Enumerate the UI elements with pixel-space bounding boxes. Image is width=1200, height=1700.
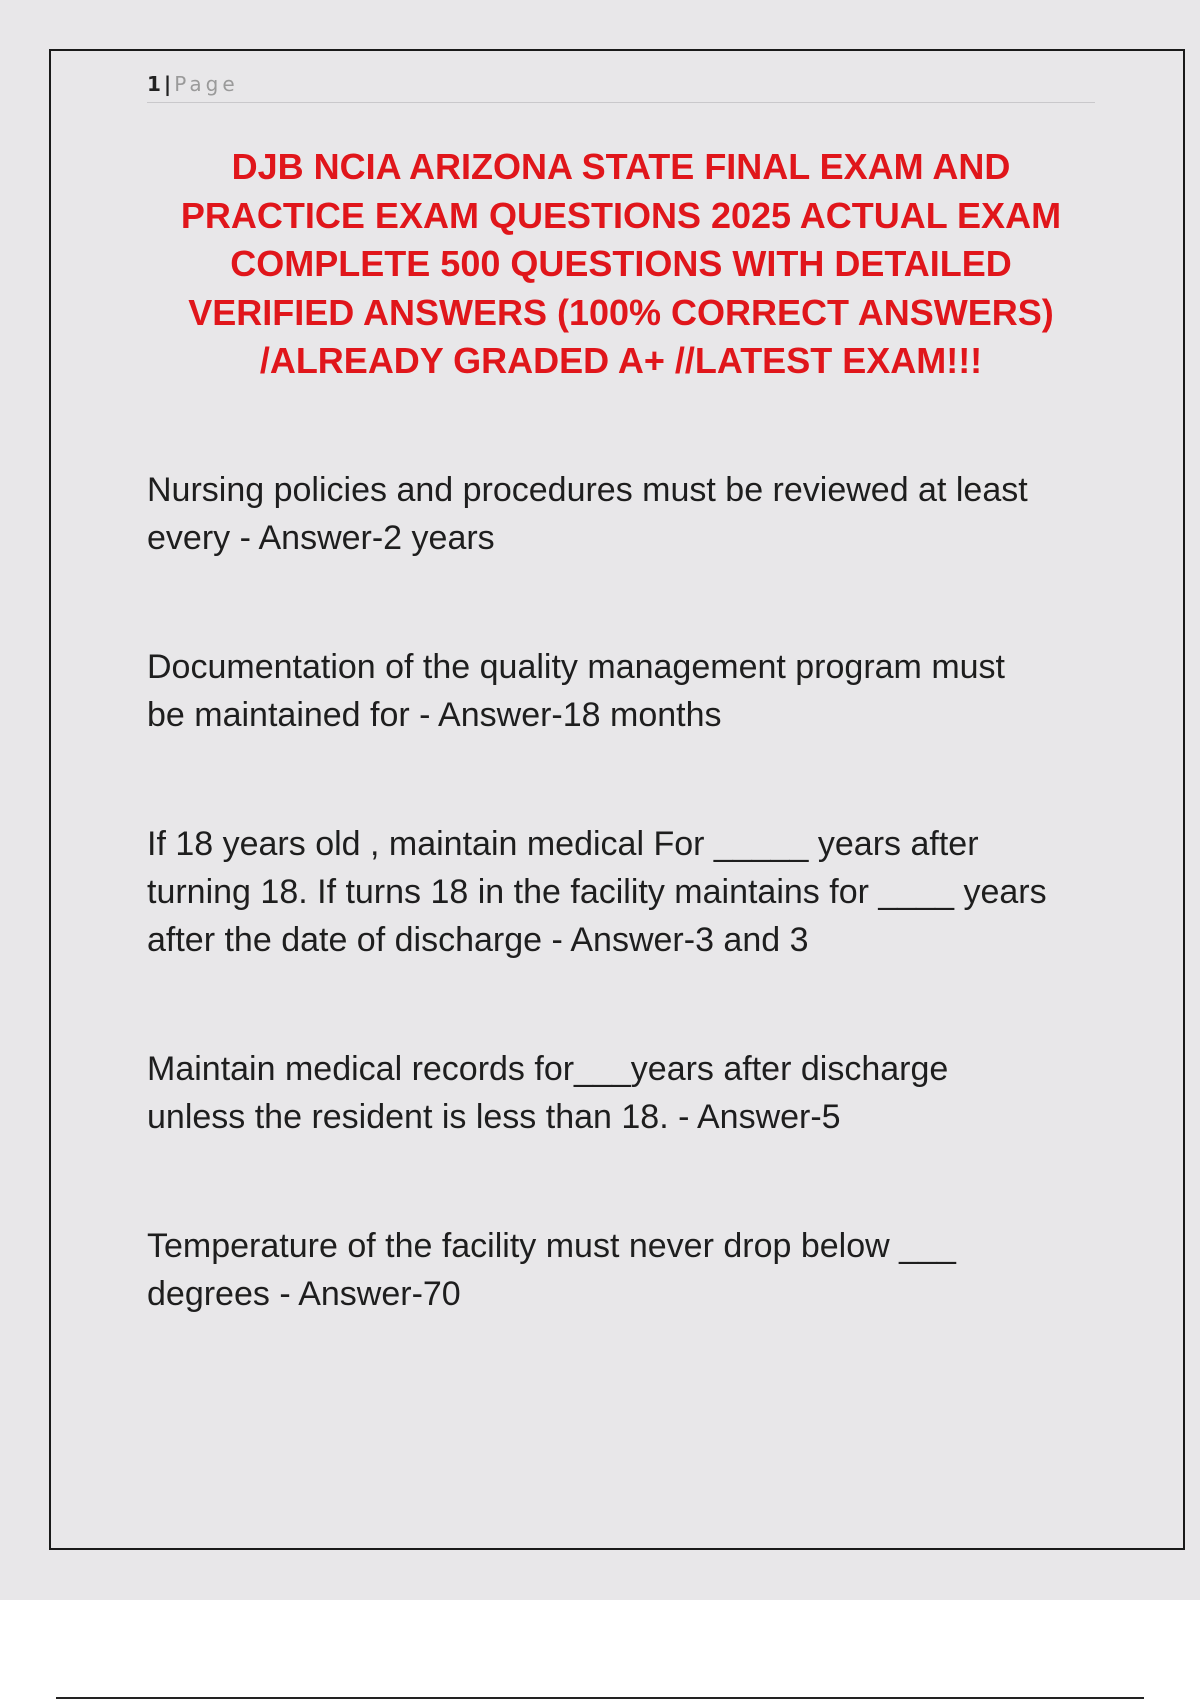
question-list (147, 466, 1107, 1318)
question-item: If 18 years old , maintain medical For _____ years after turning 18. If turns 18 in the facility maintains for ____ years after the date of discharge - Answer-3 and 3 (147, 825, 1047, 959)
question-item: Nursing policies and procedures must be reviewed at least every - Answer-2 years (147, 471, 1028, 557)
question-item: Maintain medical records for___years after discharge unless the resident is less than 18. - Answer-5 (147, 1050, 949, 1136)
page-label: Page (174, 72, 239, 96)
title-line: COMPLETE 500 QUESTIONS WITH DETAILED (230, 243, 1012, 284)
page-number: 1 (147, 72, 161, 96)
question-item: Documentation of the quality management program must be maintained for - Answer-18 months (147, 648, 1006, 734)
title-line: DJB NCIA ARIZONA STATE FINAL EXAM AND (231, 146, 1011, 187)
question-item: Temperature of the facility must never drop below ___ degrees - Answer-70 (147, 1227, 956, 1313)
title-line: VERIFIED ANSWERS (100% CORRECT ANSWERS) (188, 291, 1054, 333)
document-page (49, 49, 1185, 1550)
page-header (147, 73, 1095, 103)
title-line: PRACTICE EXAM QUESTIONS 2025 ACTUAL EXAM (180, 194, 1062, 236)
title-line: /ALREADY GRADED A+ //LATEST EXAM!!! (259, 340, 983, 381)
document-title (147, 143, 1095, 386)
bottom-divider (56, 1697, 1144, 1699)
page-separator: | (163, 72, 172, 96)
